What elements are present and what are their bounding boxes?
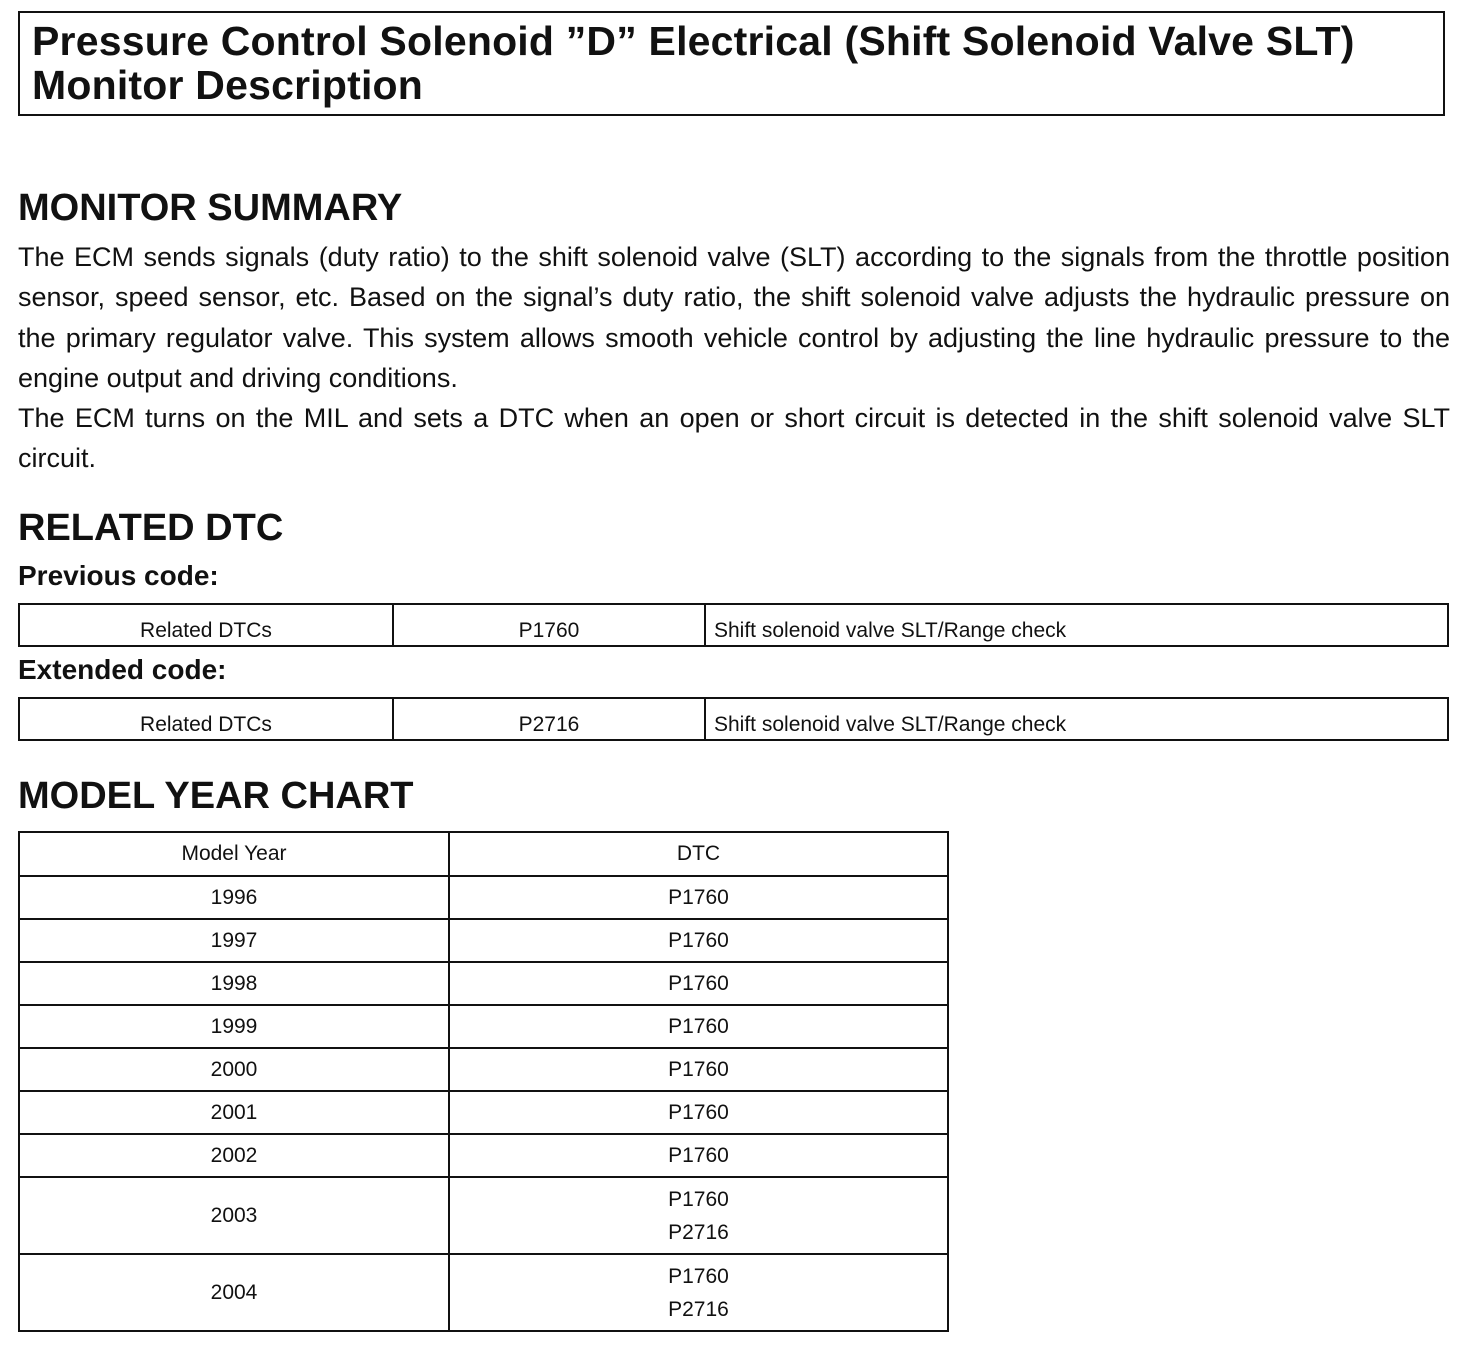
table-row: [19, 604, 1448, 646]
dtc-code: P2716: [668, 1297, 729, 1321]
dtc-code-cell: P1760: [393, 604, 705, 646]
dtc-cell: P1760: [449, 919, 948, 962]
model-year-cell: 1999: [19, 1005, 449, 1048]
dtc-code: P2716: [668, 1220, 729, 1244]
monitor-summary-text: [18, 237, 1450, 479]
dtc-code: P1760: [668, 1187, 729, 1211]
model-year-cell: 1998: [19, 962, 449, 1005]
table-row: [19, 1134, 948, 1177]
table-row: [19, 919, 948, 962]
model-year-cell: 1997: [19, 919, 449, 962]
model-year-table: [18, 831, 949, 1332]
dtc-cell: P1760: [449, 876, 948, 919]
dtc-description-cell: Shift solenoid valve SLT/Range check: [705, 698, 1448, 740]
dtc-code: P1760: [668, 1264, 729, 1288]
model-year-cell: 1996: [19, 876, 449, 919]
previous-code-table: [18, 603, 1449, 647]
dtc-header: DTC: [449, 832, 948, 876]
table-row: [19, 1254, 948, 1331]
dtc-cell: P1760: [449, 1048, 948, 1091]
extended-code-label: Extended code:: [18, 654, 227, 685]
table-row: [19, 876, 948, 919]
model-year-chart-heading: MODEL YEAR CHART: [18, 775, 414, 817]
monitor-summary-heading: MONITOR SUMMARY: [18, 187, 403, 229]
model-year-cell: 2001: [19, 1091, 449, 1134]
dtc-cell: P1760: [449, 1005, 948, 1048]
model-year-cell: 2003: [19, 1177, 449, 1254]
dtc-cell: P1760: [449, 962, 948, 1005]
dtc-cell: P1760: [449, 1091, 948, 1134]
related-dtc-heading: RELATED DTC: [18, 507, 284, 549]
table-row: [19, 962, 948, 1005]
table-header-row: [19, 832, 948, 876]
page-title: Pressure Control Solenoid ”D” Electrical (Shift Solenoid Valve SLT) Monitor Description: [32, 18, 1355, 108]
table-row: [19, 1048, 948, 1091]
extended-code-table: [18, 697, 1449, 741]
table-row: [19, 1091, 948, 1134]
dtc-description-cell: Shift solenoid valve SLT/Range check: [705, 604, 1448, 646]
model-year-cell: 2002: [19, 1134, 449, 1177]
table-row: [19, 1005, 948, 1048]
title-box: [18, 11, 1445, 116]
previous-code-label: Previous code:: [18, 560, 219, 591]
dtc-type-cell: Related DTCs: [19, 698, 393, 740]
dtc-type-cell: Related DTCs: [19, 604, 393, 646]
table-row: [19, 1177, 948, 1254]
dtc-cell: [449, 1254, 948, 1331]
model-year-cell: 2004: [19, 1254, 449, 1331]
model-year-header: Model Year: [19, 832, 449, 876]
dtc-cell: P1760: [449, 1134, 948, 1177]
dtc-cell: [449, 1177, 948, 1254]
model-year-cell: 2000: [19, 1048, 449, 1091]
summary-paragraph-1: The ECM sends signals (duty ratio) to the shift solenoid valve (SLT) according to the signals from the throttle position sensor, speed sensor, etc. Based on the signal’s duty ratio, the shift solenoid valve adjusts the hydraulic pressure on the primary regulator valve. This system allows smooth vehicle control by adjusting the line hydraulic pressure to the engine output and driving conditions.: [18, 242, 1450, 393]
table-row: [19, 698, 1448, 740]
summary-paragraph-2: The ECM turns on the MIL and sets a DTC when an open or short circuit is detected in the shift solenoid valve SLT circuit.: [18, 403, 1450, 474]
dtc-code-cell: P2716: [393, 698, 705, 740]
